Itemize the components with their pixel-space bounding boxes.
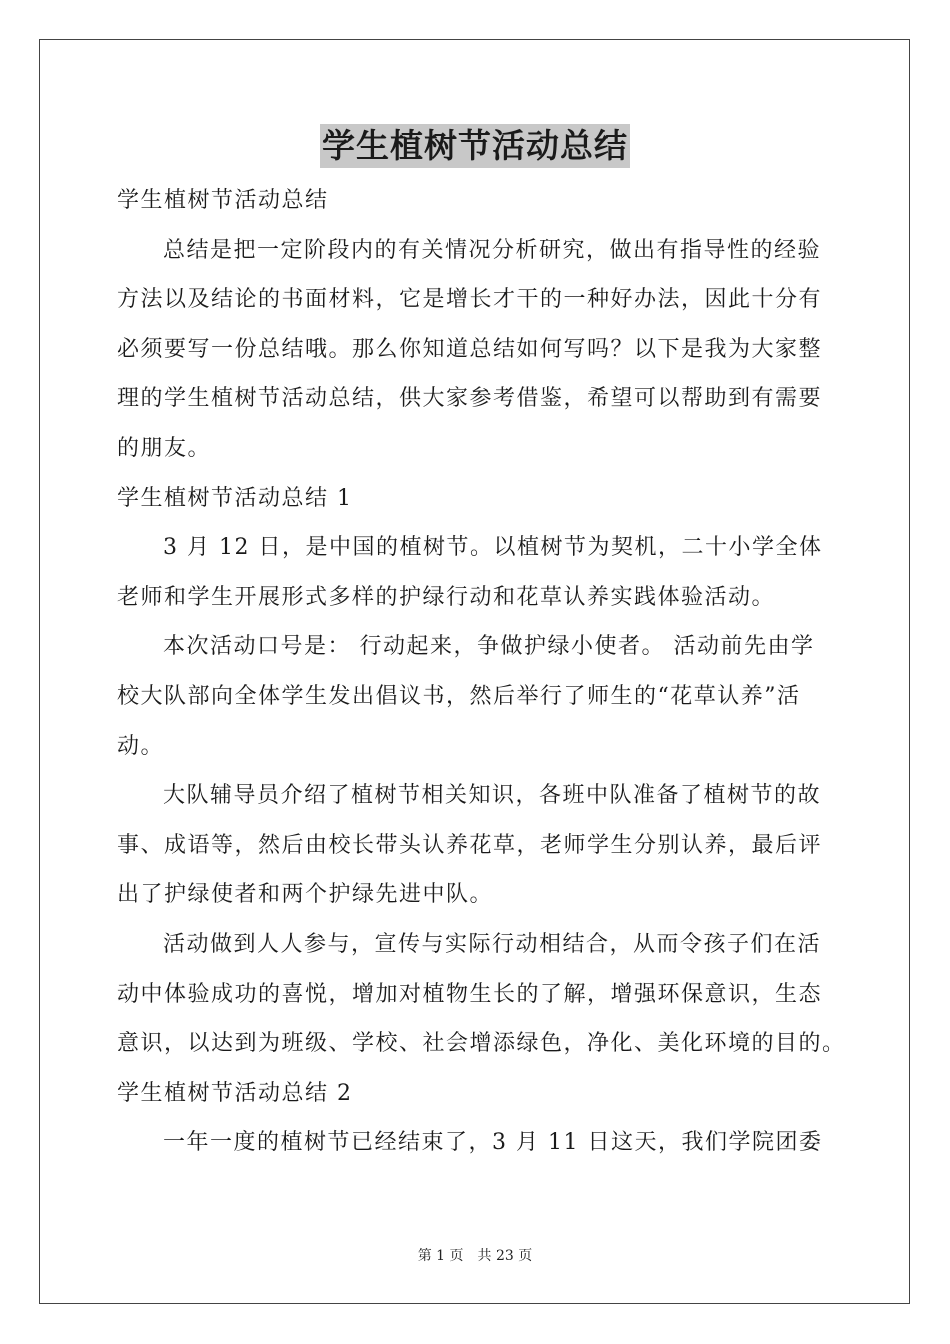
document-title: 学生植树节活动总结 (320, 124, 630, 168)
text-line: 方法以及结论的书面材料，它是增长才干的一种好办法，因此十分有 (117, 287, 823, 313)
document-body (117, 176, 846, 1168)
text-line: 大队辅导员介绍了植树节相关知识，各班中队准备了植树节的故 (163, 783, 822, 809)
text-line: 必须要写一份总结哦。那么你知道总结如何写吗？以下是我为大家整 (117, 336, 823, 362)
text-line: 活动做到人人参与，宣传与实际行动相结合，从而令孩子们在活 (163, 931, 822, 957)
text-line: 出了护绿使者和两个护绿先进中队。 (117, 882, 494, 908)
text-line: 事、成语等，然后由校长带头认养花草，老师学生分别认养，最后评 (117, 832, 823, 858)
text-line: 意识，以达到为班级、学校、社会增添绿色，净化、美化环境的目的。 (117, 1031, 846, 1057)
text-line: 一年一度的植树节已经结束了，3 月 11 日这天，我们学院团委 (163, 1130, 823, 1156)
text-line: 校大队部向全体学生发出倡议书，然后举行了师生的“花草认养”活 (117, 683, 801, 709)
title-container (0, 124, 950, 168)
text-line: 总结是把一定阶段内的有关情况分析研究，做出有指导性的经验 (163, 237, 822, 263)
page-footer: 第 1 页 共 23 页 (417, 1248, 533, 1264)
section-heading: 学生植树节活动总结 1 (117, 485, 353, 511)
text-line: 理的学生植树节活动总结，供大家参考借鉴，希望可以帮助到有需要 (117, 386, 823, 412)
section-heading: 学生植树节活动总结 2 (117, 1080, 353, 1106)
text-line: 老师和学生开展形式多样的护绿行动和花草认养实践体验活动。 (117, 584, 776, 610)
text-line: 动。 (117, 733, 165, 759)
text-line: 的朋友。 (117, 435, 212, 461)
text-line: 动中体验成功的喜悦，增加对植物生长的了解，增强环保意识，生态 (117, 981, 823, 1007)
text-line: 学生植树节活动总结 (117, 188, 329, 213)
text-line: 3 月 12 日，是中国的植树节。以植树节为契机，二十小学全体 (163, 535, 823, 561)
text-line: 本次活动口号是： 行动起来，争做护绿小使者。 活动前先由学 (163, 634, 815, 660)
